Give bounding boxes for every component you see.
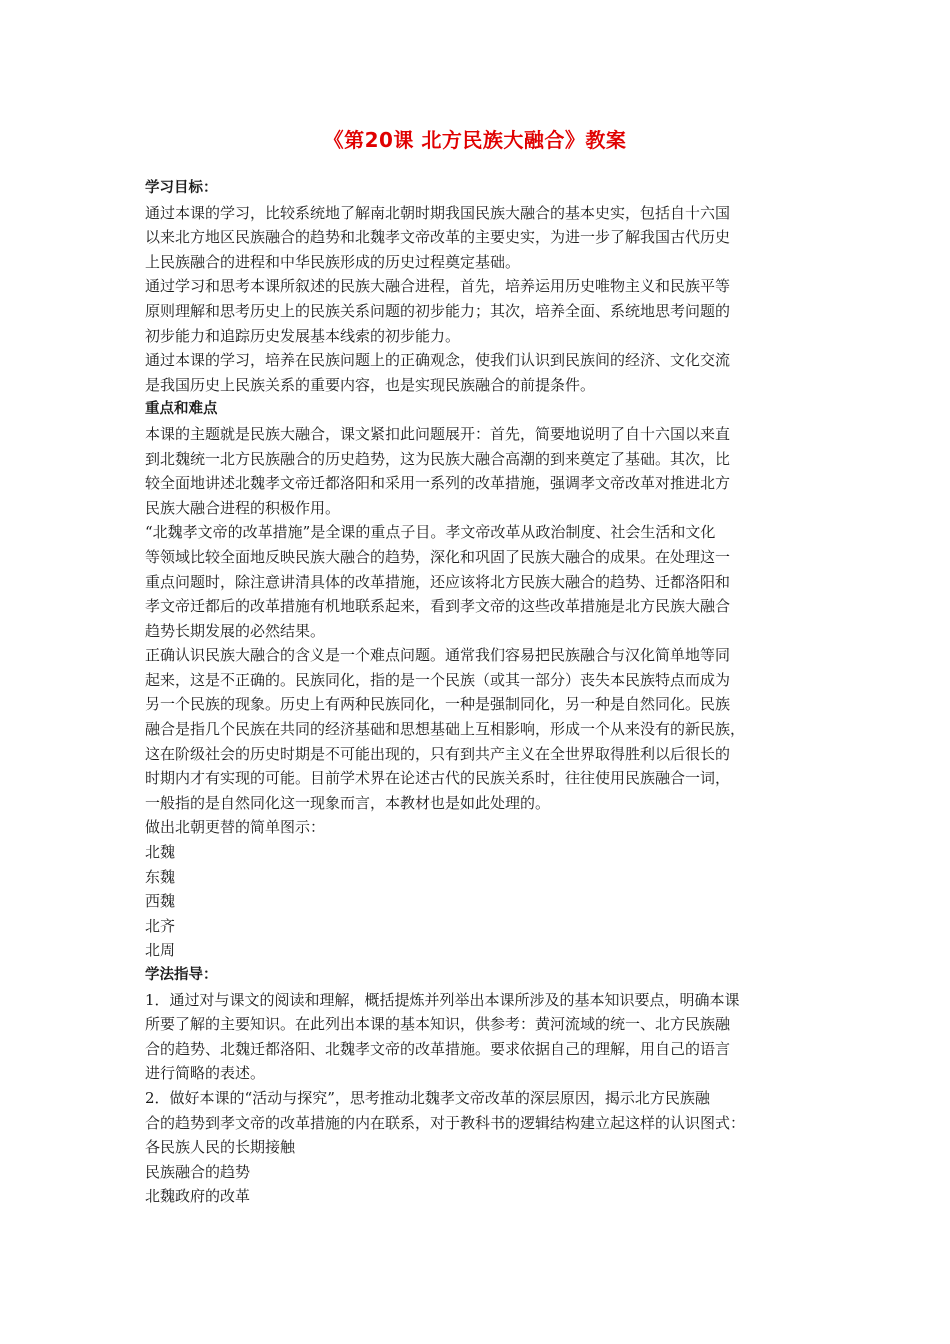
text-line: 1．通过对与课文的阅读和理解，概括提炼并列举出本课所涉及的基本知识要点，明确本课 [145,990,740,1009]
text-line: 到北魏统一北方民族融合的历史趋势，这为民族大融合高潮的到来奠定了基础。其次，比 [145,449,731,468]
text-line: 民族大融合进程的积极作用。 [145,498,341,517]
text-line: 融合是指几个民族在共同的经济基础和思想基础上互相影响，形成一个从来没有的新民族， [145,720,746,739]
dynasty-item: 北魏 [145,843,176,862]
text-line: 做出北朝更替的简单图示： [145,818,326,837]
text-line: 通过本课的学习，培养在民族问题上的正确观念，使我们认识到民族间的经济、文化交流 [145,351,731,370]
section-heading-methods: 学法指导： [145,967,218,983]
schema-item: 北魏政府的改革 [145,1187,251,1206]
text-line: 通过本课的学习，比较系统地了解南北朝时期我国民族大融合的基本史实，包括自十六国 [145,203,731,222]
document-body [145,176,810,1209]
text-line: 原则理解和思考历史上的民族关系问题的初步能力；其次，培养全面、系统地思考问题的 [145,301,731,320]
text-line: 一般指的是自然同化这一现象而言，本教材也是如此处理的。 [145,793,551,812]
text-line: 时期内才有实现的可能。目前学术界在论述古代的民族关系时，往往使用民族融合一词， [145,769,731,788]
document-title: 《第20课 北方民族大融合》教案 [323,128,627,152]
methods-paragraphs [145,988,810,1209]
text-line: 所要了解的主要知识。在此列出本课的基本知识，供参考：黄河流域的统一、北方民族融 [145,1015,731,1034]
text-line: 2．做好本课的“活动与探究”，思考推动北魏孝文帝改革的深层原因，揭示北方民族融 [145,1088,710,1107]
schema-item: 各民族人民的长期接触 [145,1138,296,1157]
text-line: 孝文帝迁都后的改革措施有机地联系起来，看到孝文帝的这些改革措施是北方民族大融合 [145,597,731,616]
text-line: 等领域比较全面地反映民族大融合的趋势，深化和巩固了民族大融合的成果。在处理这一 [145,547,731,566]
text-line: 进行简略的表述。 [145,1064,266,1083]
dynasty-item: 北周 [145,941,176,960]
text-line: 这在阶级社会的历史时期是不可能出现的，只有到共产主义在全世界取得胜利以后很长的 [145,744,731,763]
dynasty-item: 东魏 [145,867,176,886]
section-heading-keypoints: 重点和难点 [145,401,218,418]
text-line: 上民族融合的进程和中华民族形成的历史过程奠定基础。 [145,252,521,271]
section-heading-goals: 学习目标： [145,180,218,196]
text-line: 通过学习和思考本课所叙述的民族大融合进程，首先，培养运用历史唯物主义和民族平等 [145,277,731,296]
text-line: 趋势长期发展的必然结果。 [145,621,326,640]
text-line: 另一个民族的现象。历史上有两种民族同化，一种是强制同化，另一种是自然同化。民族 [145,695,731,714]
text-line: 本课的主题就是民族大融合，课文紧扣此问题展开：首先，简要地说明了自十六国以来直 [145,424,731,443]
text-line: 起来，这是不正确的。民族同化，指的是一个民族（或其一部分）丧失本民族特点而成为 [145,670,731,689]
text-line: 较全面地讲述北魏孝文帝迁都洛阳和采用一系列的改革措施，强调孝文帝改革对推进北方 [145,474,731,493]
text-line: 是我国历史上民族关系的重要内容，也是实现民族融合的前提条件。 [145,375,596,394]
text-line: 重点问题时，除注意讲清具体的改革措施，还应该将北方民族大融合的趋势、迁都洛阳和 [145,572,731,591]
text-line: 初步能力和追踪历史发展基本线索的初步能力。 [145,326,461,345]
keypoints-paragraphs [145,422,810,963]
schema-item: 民族融合的趋势 [145,1162,251,1181]
text-line: 正确认识民族大融合的含义是一个难点问题。通常我们容易把民族融合与汉化简单地等同 [145,646,731,665]
text-line: 合的趋势到孝文帝的改革措施的内在联系，对于教科书的逻辑结构建立起这样的认识图式： [145,1113,746,1132]
goals-paragraphs [145,201,810,398]
dynasty-item: 西魏 [145,892,176,911]
text-line: “北魏孝文帝的改革措施”是全课的重点子目。孝文帝改革从政治制度、社会生活和文化 [145,523,716,542]
text-line: 合的趋势、北魏迁都洛阳、北魏孝文帝的改革措施。要求依据自己的理解，用自己的语言 [145,1039,731,1058]
dynasty-item: 北齐 [145,916,176,935]
text-line: 以来北方地区民族融合的趋势和北魏孝文帝改革的主要史实，为进一步了解我国古代历史 [145,228,731,247]
